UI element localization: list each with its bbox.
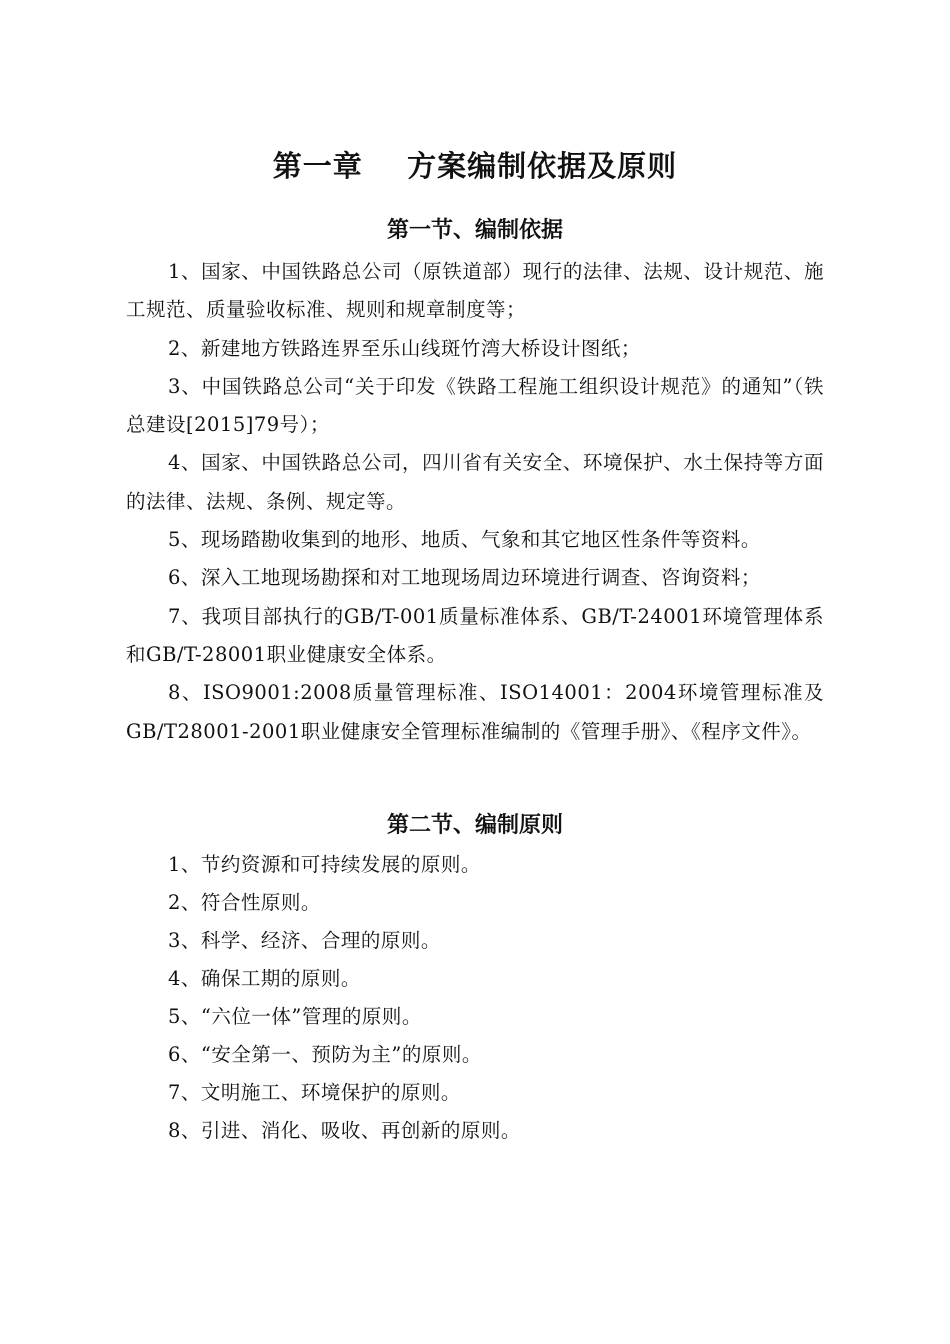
basis-item-3: 3、中国铁路总公司“关于印发《铁路工程施工组织设计规范》的通知”（铁总建设[2015]79号）； — [126, 374, 824, 437]
basis-item-2: 2、新建地方铁路连界至乐山线斑竹湾大桥设计图纸； — [168, 336, 641, 360]
section-basis-body — [126, 253, 824, 751]
chapter-title: 第一章 方案编制依据及原则 — [272, 149, 678, 183]
principle-item-6: 6、“安全第一、预防为主”的原则。 — [168, 1043, 482, 1066]
basis-item-8: 8、ISO9001:2008质量管理标准、ISO14001：2004环境管理标准及GB/T28001-2001职业健康安全管理标准编制的《管理手册》、《程序文件》。 — [126, 681, 824, 743]
principle-item-5: 5、“六位一体”管理的原则。 — [168, 1005, 422, 1028]
principle-item-2: 2、符合性原则。 — [168, 891, 321, 914]
principle-item-8: 8、引进、消化、吸收、再创新的原则。 — [168, 1119, 521, 1142]
section-principles-body — [126, 846, 824, 1150]
basis-item-6: 6、深入工地现场勘探和对工地现场周边环境进行调查、咨询资料； — [168, 566, 761, 590]
principle-item-4: 4、确保工期的原则。 — [168, 967, 361, 990]
principle-item-1: 1、节约资源和可持续发展的原则。 — [168, 853, 481, 876]
principle-item-3: 3、科学、经济、合理的原则。 — [168, 929, 441, 952]
principle-item-7: 7、文明施工、环境保护的原则。 — [168, 1081, 461, 1104]
basis-item-1: 1、国家、中国铁路总公司（原铁道部）现行的法律、法规、设计规范、施工规范、质量验收标准、规则和规章制度等； — [126, 260, 824, 322]
section-title-principles: 第二节、编制原则 — [386, 813, 563, 838]
basis-item-7: 7、我项目部执行的GB/T-001质量标准体系、GB/T-24001环境管理体系和GB/T-28001职业健康安全体系。 — [126, 604, 824, 666]
basis-item-4: 4、国家、中国铁路总公司，四川省有关安全、环境保护、水土保持等方面的法律、法规、条例、规定等。 — [126, 451, 824, 513]
section-title-basis: 第一节、编制依据 — [386, 218, 563, 243]
basis-item-5: 5、现场踏勘收集到的地形、地质、气象和其它地区性条件等资料。 — [168, 528, 761, 552]
